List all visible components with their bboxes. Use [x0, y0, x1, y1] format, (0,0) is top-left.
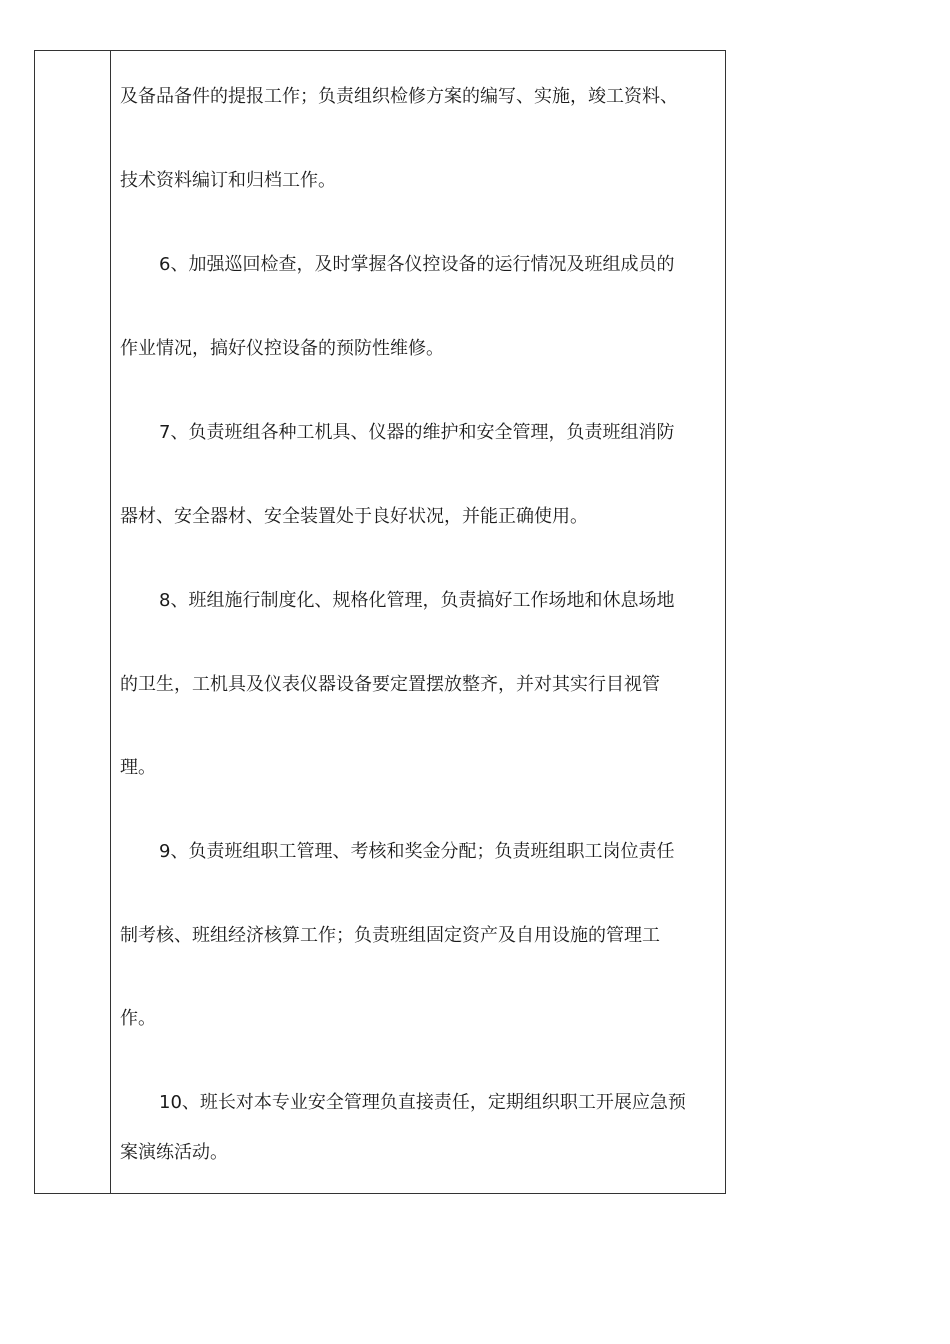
text-line: 器材、安全器材、安全装置处于良好状况，并能正确使用。 — [120, 506, 588, 527]
text-line: 案演练活动。 — [120, 1142, 228, 1163]
text-line: 的卫生，工机具及仪表仪器设备要定置摆放整齐，并对其实行目视管 — [120, 674, 660, 695]
text-line: 及备品备件的提报工作；负责组织检修方案的编写、实施，竣工资料、 — [120, 86, 678, 107]
text-line: 作业情况，搞好仪控设备的预防性维修。 — [120, 338, 444, 359]
table-label-cell — [35, 51, 111, 1193]
text-line: 9、负责班组职工管理、考核和奖金分配；负责班组职工岗位责任 — [159, 841, 675, 862]
table-content-cell — [111, 51, 725, 1193]
text-line: 理。 — [120, 757, 156, 778]
text-line: 6、加强巡回检查，及时掌握各仪控设备的运行情况及班组成员的 — [159, 254, 675, 275]
text-line: 作。 — [120, 1008, 156, 1029]
text-line: 8、班组施行制度化、规格化管理，负责搞好工作场地和休息场地 — [159, 590, 675, 611]
text-line: 10、班长对本专业安全管理负直接责任，定期组织职工开展应急预 — [159, 1092, 686, 1113]
text-line: 制考核、班组经济核算工作；负责班组固定资产及自用设施的管理工 — [120, 925, 660, 946]
text-line: 技术资料编订和归档工作。 — [120, 170, 336, 191]
text-line: 7、负责班组各种工机具、仪器的维护和安全管理，负责班组消防 — [159, 422, 675, 443]
responsibility-table — [34, 50, 726, 1194]
